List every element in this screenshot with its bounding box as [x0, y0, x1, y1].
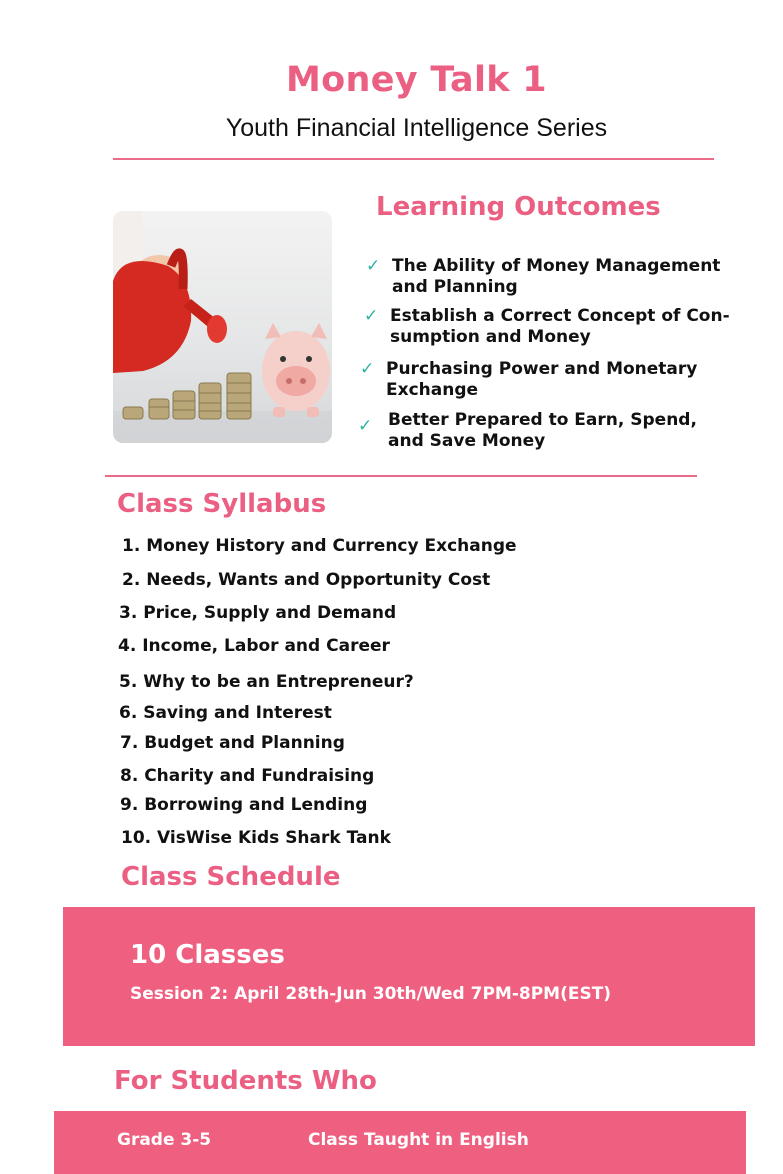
checkmark-icon: ✓: [366, 256, 381, 276]
session-dates: Session 2: April 28th-Jun 30th/Wed 7PM-8PM(EST): [130, 984, 612, 1004]
class-schedule-heading: Class Schedule: [121, 862, 341, 892]
checkmark-icon: ✓: [360, 359, 375, 379]
syllabus-item: 2. Needs, Wants and Opportunity Cost: [122, 570, 491, 590]
checkmark-icon: ✓: [358, 416, 373, 436]
outcome-text: and Save Money: [388, 431, 546, 451]
syllabus-item: 1. Money History and Currency Exchange: [122, 536, 517, 556]
outcome-item: [366, 256, 746, 298]
divider-middle: [105, 475, 697, 477]
syllabus-item: 9. Borrowing and Lending: [120, 795, 368, 815]
syllabus-item: 6. Saving and Interest: [119, 703, 332, 723]
page-title: Money Talk 1: [286, 60, 547, 100]
checkmark-icon: ✓: [364, 306, 379, 326]
outcome-item: [358, 410, 738, 452]
syllabus-item: 10. VisWise Kids Shark Tank: [121, 828, 391, 848]
syllabus-item: 8. Charity and Fundraising: [120, 766, 375, 786]
piggy-bank-illustration: [113, 211, 332, 443]
learning-outcomes-heading: Learning Outcomes: [376, 192, 661, 222]
schedule-banner: [63, 907, 755, 1046]
outcome-text: sumption and Money: [390, 327, 591, 347]
grade-level: Grade 3-5: [117, 1130, 212, 1150]
students-banner: [54, 1111, 746, 1174]
syllabus-item: 5. Why to be an Entrepreneur?: [119, 672, 414, 692]
for-students-heading: For Students Who: [114, 1066, 377, 1096]
syllabus-item: 4. Income, Labor and Career: [118, 636, 390, 656]
outcome-text: Better Prepared to Earn, Spend,: [388, 410, 697, 430]
outcome-text: The Ability of Money Management: [392, 256, 721, 276]
outcome-item: [360, 359, 740, 401]
syllabus-item: 3. Price, Supply and Demand: [119, 603, 397, 623]
outcome-text: and Planning: [392, 277, 518, 297]
outcome-text: Purchasing Power and Monetary: [386, 359, 698, 379]
class-count: 10 Classes: [130, 940, 285, 970]
divider-top: [113, 158, 714, 160]
outcome-item: [364, 306, 744, 348]
outcome-text: Establish a Correct Concept of Con-: [390, 306, 730, 326]
language: Class Taught in English: [308, 1130, 529, 1150]
piggy-bank-photo: [113, 211, 332, 443]
page-subtitle: Youth Financial Intelligence Series: [225, 114, 608, 142]
outcome-text: Exchange: [386, 380, 479, 400]
syllabus-item: 7. Budget and Planning: [120, 733, 345, 753]
class-syllabus-heading: Class Syllabus: [117, 489, 327, 519]
